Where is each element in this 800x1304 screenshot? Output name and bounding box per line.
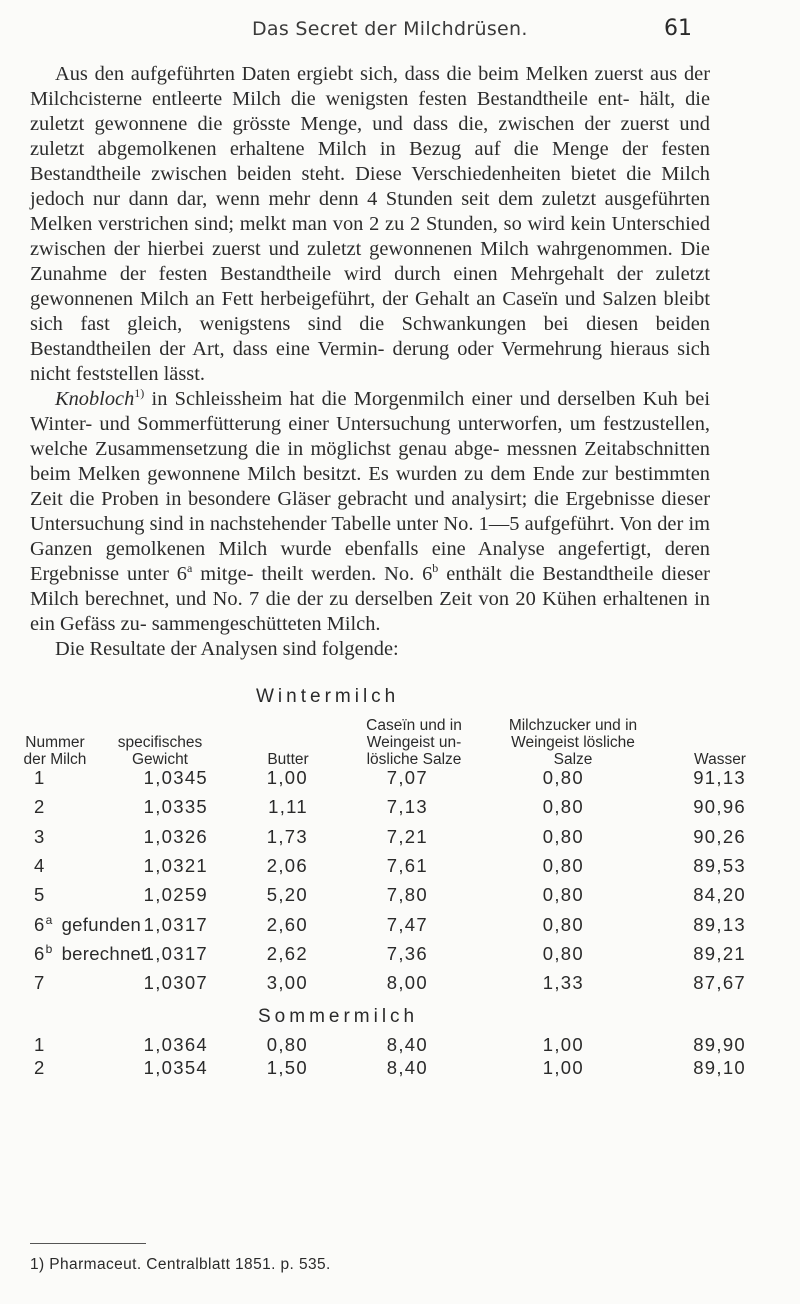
row-number-value: 3	[34, 825, 46, 847]
header-nummer: Nummer der Milch	[23, 734, 87, 768]
footnote: 1) Pharmaceut. Centralblatt 1851. p. 535.	[30, 1256, 331, 1273]
cell-gewicht: 1,0354	[143, 1057, 208, 1078]
row-number-value: 2	[34, 796, 46, 818]
cell-casein: 8,00	[386, 972, 428, 994]
cell-milchzucker: 0,80	[542, 884, 584, 906]
cell-wasser: 89,13	[693, 913, 746, 935]
row-label: berechnet	[61, 942, 147, 964]
cell-milchzucker: 0,80	[542, 825, 584, 847]
row-number-superscript: b	[45, 941, 54, 956]
row-number-value: 1	[34, 1034, 46, 1055]
cell-butter: 3,00	[266, 972, 308, 994]
cell-casein: 8,40	[386, 1034, 428, 1055]
summer-section-title: Sommermilch	[258, 1006, 419, 1027]
cell-casein: 7,07	[386, 767, 428, 788]
cell-milchzucker: 0,80	[542, 854, 584, 876]
superscript-a: a	[187, 561, 193, 576]
cell-butter: 2,60	[266, 913, 308, 935]
cell-gewicht: 1,0317	[143, 913, 208, 935]
row-number-value: 6	[34, 942, 46, 964]
cell-milchzucker: 0,80	[542, 767, 584, 788]
cell-wasser: 89,53	[693, 854, 746, 876]
cell-gewicht: 1,0364	[143, 1034, 208, 1055]
cell-butter: 1,50	[266, 1057, 308, 1078]
row-number	[34, 826, 46, 848]
cell-milchzucker: 1,00	[542, 1057, 584, 1078]
row-number	[34, 972, 46, 994]
footnote-reference: 1)	[134, 386, 145, 401]
cell-butter: 2,06	[266, 854, 308, 876]
row-label: gefunden	[61, 913, 142, 935]
cell-casein: 7,61	[386, 854, 428, 876]
row-number-value: 2	[34, 1057, 46, 1078]
cell-gewicht: 1,0345	[143, 767, 208, 788]
superscript-b: b	[432, 561, 439, 576]
row-number	[34, 1057, 46, 1079]
cell-wasser: 89,10	[693, 1057, 746, 1078]
header-butter: Butter	[267, 751, 309, 768]
cell-casein: 7,36	[386, 942, 428, 964]
cell-gewicht: 1,0259	[143, 884, 208, 906]
cell-wasser: 90,96	[693, 796, 746, 818]
cell-milchzucker: 0,80	[542, 942, 584, 964]
row-number-value: 1	[34, 767, 46, 788]
cell-milchzucker: 0,80	[542, 913, 584, 935]
header-wasser: Wasser	[694, 751, 746, 768]
cell-wasser: 90,26	[693, 825, 746, 847]
cell-casein: 7,80	[386, 884, 428, 906]
paragraph-1: Aus den aufgeführten Daten ergiebt sich, dass die beim Melken zuerst aus der Milchcisterne entleerte Milch die wenigsten festen Bestandtheile ent- hält, die zuletzt gewonnene die grösste Menge, und dass die, zwischen der zuerst und zuletzt abgemolkenen erhaltene Milch in Bezug auf die Menge der festen Bestandtheile zwischen beiden steht. Diese Verschiedenheiten bietet die Milch jedoch nur dann dar, wenn mehr denn 4 Stunden seit dem zuletzt ausgeführten Melken verstrichen sind; melkt man von 2 zu 2 Stunden, so wird kein Unterschied zwischen der hierbei zuerst und zuletzt gewonnenen Milch wahrgenommen. Die Zunahme der festen Bestandtheile wird durch einen Mehrgehalt der zuletzt gewonnenen Milch an Fett herbeigeführt, der Gehalt an Caseïn und Salzen bleibt sich fast gleich, wenigstens sind die Schwankungen bei diesen beiden Bestandtheilen der Art, dass eine Vermin- derung oder Vermehrung hieraus sich nicht feststellen lässt.	[30, 63, 710, 385]
cell-casein: 7,47	[386, 913, 428, 935]
cell-butter: 1,73	[266, 825, 308, 847]
cell-casein: 7,21	[386, 825, 428, 847]
author-name: Knobloch	[55, 388, 135, 410]
row-number	[34, 796, 46, 818]
page-number: 61	[664, 16, 692, 41]
row-number-value: 4	[34, 854, 46, 876]
cell-casein: 7,13	[386, 796, 428, 818]
cell-butter: 0,80	[266, 1034, 308, 1055]
row-number	[34, 855, 46, 877]
cell-butter: 2,62	[266, 942, 308, 964]
cell-milchzucker: 0,80	[542, 796, 584, 818]
header-gewicht: specifisches Gewicht	[117, 734, 203, 768]
cell-milchzucker: 1,33	[542, 972, 584, 994]
cell-wasser: 87,67	[693, 972, 746, 994]
cell-wasser: 89,90	[693, 1034, 746, 1055]
cell-wasser: 91,13	[693, 767, 746, 788]
header-casein: Caseïn und in Weingeist un- lösliche Salze	[366, 717, 462, 768]
cell-butter: 1,11	[268, 796, 308, 818]
row-number-superscript: a	[45, 912, 54, 927]
paragraph-2-text-a: in Schleissheim hat die Morgenmilch einer und derselben Kuh bei Winter- und Sommerfütterung einer Untersuchung unterworfen, um festzustellen, welche Zusammensetzung die in möglichst genau abge- messnen Zeitabschnitten beim Melken gewonnene Milch besitzt. Es wurden zu dem Ende zur bestimmten Zeit die Proben in besondere Gläser gebracht und analysirt; die Ergebnisse dieser Untersuchung sind in nachstehender Tabelle unter No. 1—5 aufgeführt. Von der im Ganzen gemolkenen Milch wurde ebenfalls eine Analyse angefertigt, deren Ergebnisse unter 6	[30, 388, 710, 585]
cell-wasser: 89,21	[693, 942, 746, 964]
cell-butter: 5,20	[266, 884, 308, 906]
footnote-rule	[30, 1243, 146, 1244]
row-number	[34, 767, 46, 789]
cell-wasser: 84,20	[693, 884, 746, 906]
cell-gewicht: 1,0326	[143, 825, 208, 847]
row-number-value: 7	[34, 972, 46, 994]
row-number-value: 5	[34, 884, 46, 906]
paragraph-2-text-c: enthält die Bestandtheile dieser Milch berechnet, und No. 7 die der zu derselben Zeit von 20 Kühen erhaltenen in ein Gefäss zu- sammengeschütteten Milch.	[30, 563, 710, 635]
cell-gewicht: 1,0335	[143, 796, 208, 818]
paragraph-2-text-b: mitge- theilt werden. No. 6	[192, 563, 433, 585]
header-milchzucker: Milchzucker und in Weingeist lösliche Salze	[508, 717, 638, 768]
paragraph-3: Die Resultate der Analysen sind folgende:	[55, 638, 399, 660]
running-head-title: Das Secret der Milchdrüsen.	[252, 18, 528, 40]
winter-section-title: Wintermilch	[256, 686, 400, 707]
cell-milchzucker: 1,00	[542, 1034, 584, 1055]
cell-gewicht: 1,0321	[143, 854, 208, 876]
row-number	[34, 884, 46, 906]
cell-gewicht: 1,0307	[143, 972, 208, 994]
cell-gewicht: 1,0317	[143, 942, 208, 964]
row-number-value: 6	[34, 913, 46, 935]
cell-butter: 1,00	[266, 767, 308, 788]
cell-casein: 8,40	[386, 1057, 428, 1078]
row-number	[34, 1034, 46, 1056]
